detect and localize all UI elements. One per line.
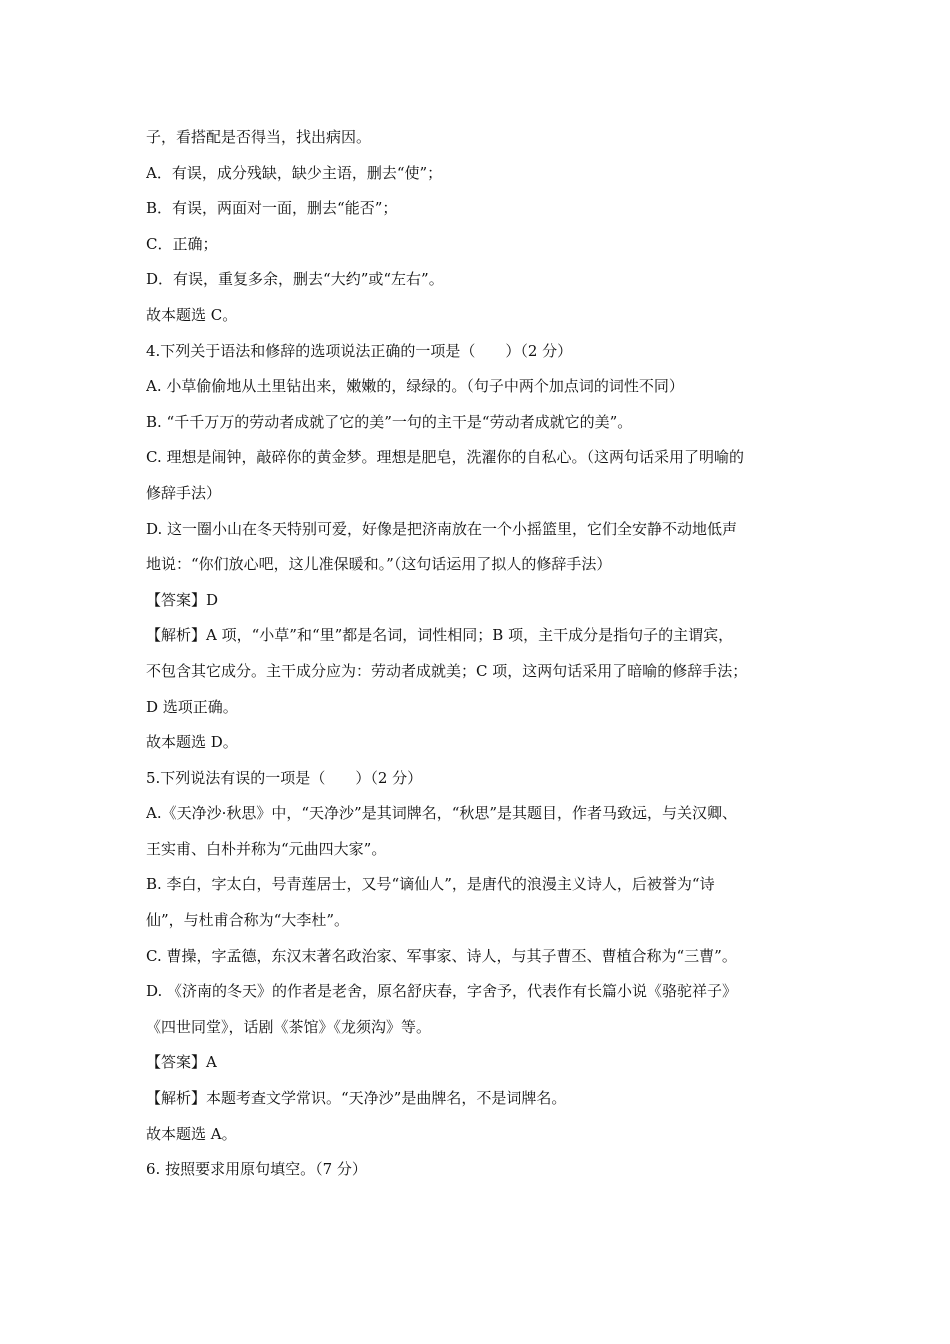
page-body <box>146 120 816 1188</box>
question-4-option-d: D. 这一圈小山在冬天特别可爱，好像是把济南放在一个小摇篮里，它们全安静不动地低声 <box>146 519 738 538</box>
question-4-option-d-cont: 地说：“你们放心吧，这儿准保暖和。”（这句话运用了拟人的修辞手法） <box>146 555 612 574</box>
question-5-option-a: A.《天净沙·秋思》中，“天净沙”是其词牌名，“秋思”是其题目，作者马致远，与关汉卿、 <box>146 804 738 823</box>
option-line: C．正确； <box>146 234 218 253</box>
question-6-title: 6. 按照要求用原句填空。（7 分） <box>146 1160 367 1179</box>
option-line: B．有误，两面对一面，删去“能否”； <box>146 199 398 218</box>
question-5-analysis: 【解析】本题考查文学常识。“天净沙”是曲牌名，不是词牌名。 <box>146 1089 567 1108</box>
conclusion-line: 故本题选 C。 <box>146 305 238 324</box>
question-4-conclusion: 故本题选 D。 <box>146 733 238 752</box>
question-5-option-b-cont: 仙”，与杜甫合称为“大李杜”。 <box>146 911 350 930</box>
option-line: D．有误，重复多余，删去“大约”或“左右”。 <box>146 270 444 289</box>
question-4-option-a: A. 小草偷偷地从土里钻出来，嫩嫩的，绿绿的。（句子中两个加点词的词性不同） <box>146 377 684 396</box>
question-4-option-c-cont: 修辞手法） <box>146 483 222 502</box>
question-5-conclusion: 故本题选 A。 <box>146 1124 237 1143</box>
text-line: 子，看搭配是否得当，找出病因。 <box>146 128 372 146</box>
question-4-option-b: B. “千千万万的劳动者成就了它的美”一句的主干是“劳动者成就它的美”。 <box>146 412 633 431</box>
question-4-analysis-cont: 不包含其它成分。主干成分应为：劳动者成就美；C 项，这两句话采用了暗喻的修辞手法； <box>146 661 748 680</box>
question-5-option-a-cont: 王实甫、白朴并称为“元曲四大家”。 <box>146 839 387 858</box>
question-5-title: 5.下列说法有误的一项是（ ）（2 分） <box>146 768 423 787</box>
question-4-analysis-cont: D 选项正确。 <box>146 697 238 716</box>
question-5-answer: 【答案】A <box>146 1053 217 1072</box>
question-5-option-b: B. 李白，字太白，号青莲居士，又号“谪仙人”，是唐代的浪漫主义诗人，后被誉为“诗 <box>146 875 715 894</box>
question-4-option-c: C. 理想是闹钟，敲碎你的黄金梦。理想是肥皂，洗濯你的自私心。（这两句话采用了明喻的 <box>146 448 744 467</box>
question-4-analysis: 【解析】A 项，“小草”和“里”都是名词，词性相同；B 项，主干成分是指句子的主谓宾， <box>146 626 734 645</box>
question-4-answer: 【答案】D <box>146 590 219 609</box>
question-4-title: 4.下列关于语法和修辞的选项说法正确的一项是（ ）（2 分） <box>146 341 573 360</box>
option-line: A．有误，成分残缺，缺少主语，删去“使”； <box>146 163 443 182</box>
question-5-option-d: D. 《济南的冬天》的作者是老舍，原名舒庆春，字舍予，代表作有长篇小说《骆驼祥子》 <box>146 982 738 1001</box>
question-5-option-d-cont: 《四世同堂》，话剧《茶馆》《龙须沟》等。 <box>146 1017 432 1036</box>
question-5-option-c: C. 曹操，字孟德，东汉末著名政治家、军事家、诗人，与其子曹丕、曹植合称为“三曹”。 <box>146 946 737 965</box>
